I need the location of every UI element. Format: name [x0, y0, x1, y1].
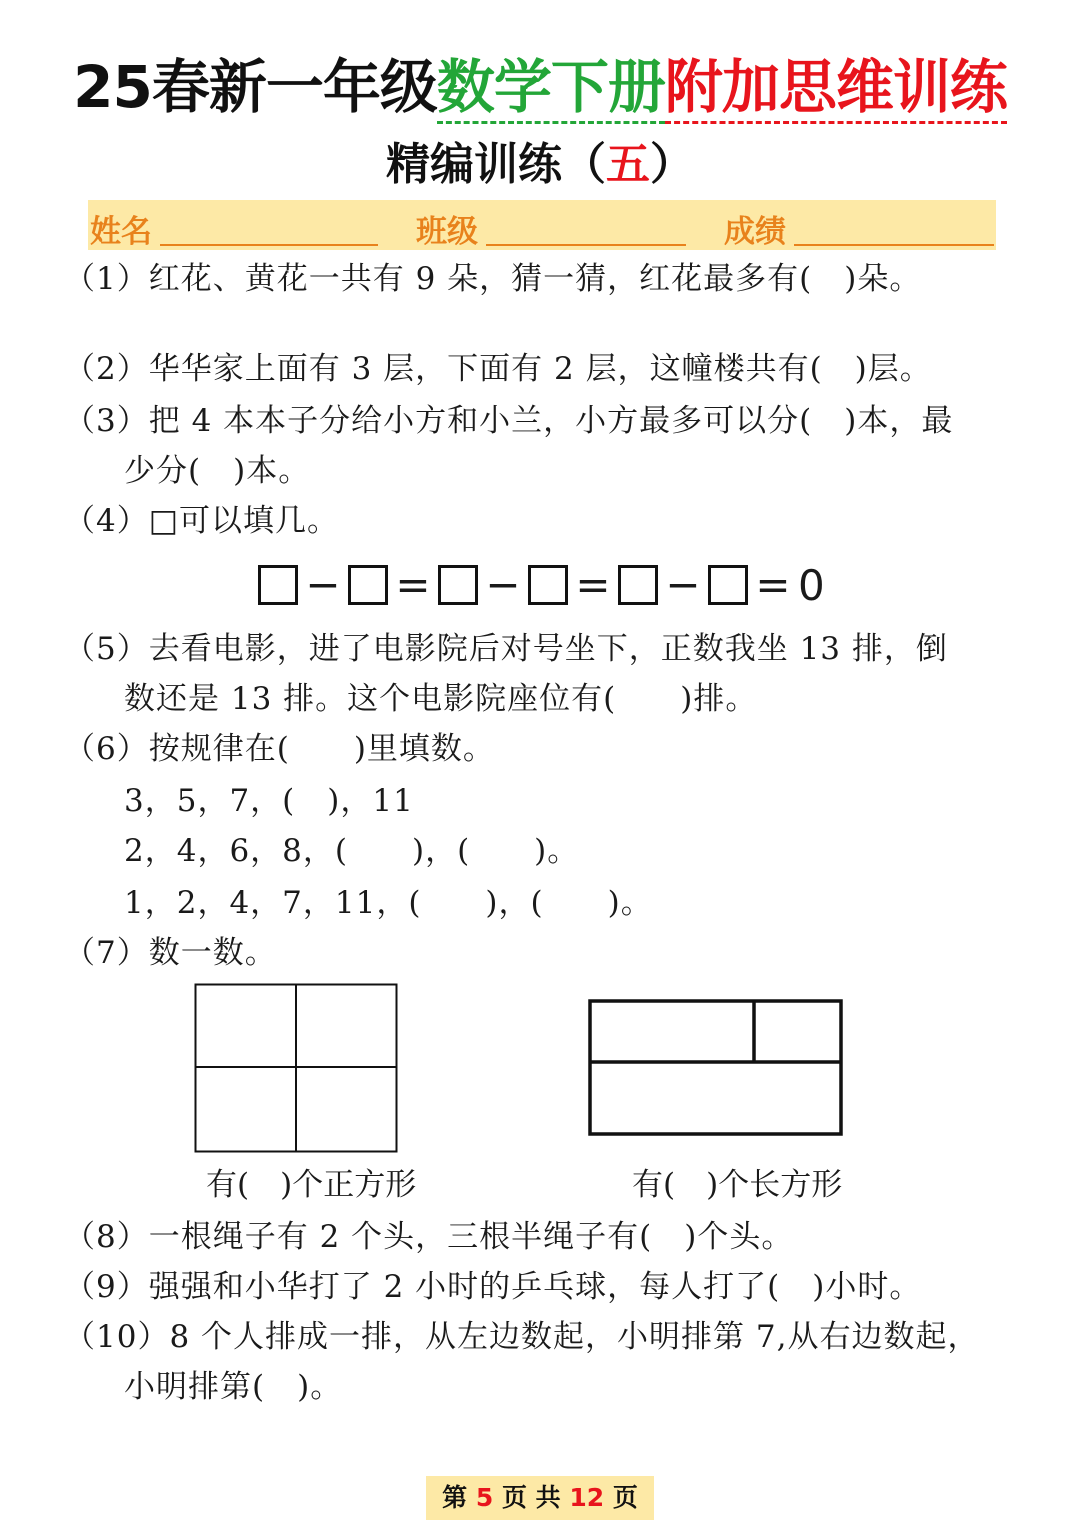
question-3-line-1: （3）把 4 本本子分给小方和小兰，小方最多可以分( )本，最: [64, 403, 954, 439]
square-grid-figure: [194, 983, 400, 1153]
box-equation: [258, 560, 825, 610]
title-part-training: 附加思维训练: [665, 53, 1007, 124]
question-8: （8）一根绳子有 2 个头，三根半绳子有( )个头。: [64, 1219, 794, 1255]
answer-box[interactable]: [438, 565, 478, 605]
page-text-prefix: 第: [442, 1483, 476, 1512]
title-part-grade: 25春新一年级: [73, 53, 437, 121]
title-part-math: 数学下册: [437, 53, 665, 124]
class-label: 班级: [416, 214, 478, 250]
equation-result: 0: [798, 560, 825, 610]
rect-outline: [590, 1001, 841, 1134]
subtitle-number: 五: [606, 139, 650, 190]
score-blank[interactable]: [794, 244, 994, 246]
minus-sign: −: [485, 560, 521, 609]
question-1: （1）红花、黄花一共有 9 朵，猜一猜，红花最多有( )朵。: [64, 261, 922, 297]
question-7: （7）数一数。: [64, 935, 277, 971]
equals-sign: =: [755, 560, 791, 609]
worksheet-subtitle: [0, 132, 1080, 198]
answer-box[interactable]: [258, 565, 298, 605]
total-pages: 12: [569, 1483, 605, 1512]
name-label: 姓名: [90, 214, 152, 250]
equals-sign: =: [395, 560, 431, 609]
rectangle-figure: [588, 999, 844, 1137]
answer-box[interactable]: [528, 565, 568, 605]
sequence-2: 2，4，6，8，( )，( )。: [124, 833, 580, 869]
subtitle-prefix: 精编训练（: [386, 139, 606, 190]
square-count-caption: 有( )个正方形: [206, 1167, 417, 1203]
question-4: （4）□可以填几。: [64, 503, 340, 539]
minus-sign: −: [665, 560, 701, 609]
question-3-line-2: 少分( )本。: [124, 453, 311, 489]
question-2: （2）华华家上面有 3 层，下面有 2 层，这幢楼共有( )层。: [64, 351, 932, 387]
answer-box[interactable]: [618, 565, 658, 605]
page-text-middle: 页 共: [493, 1483, 570, 1512]
class-blank[interactable]: [486, 244, 686, 246]
equals-sign: =: [575, 560, 611, 609]
question-10-line-2: 小明排第( )。: [124, 1369, 343, 1405]
current-page: 5: [475, 1483, 494, 1512]
question-9: （9）强强和小华打了 2 小时的乒乓球，每人打了( )小时。: [64, 1269, 922, 1305]
score-label: 成绩: [724, 214, 786, 250]
name-blank[interactable]: [160, 244, 378, 246]
answer-box[interactable]: [348, 565, 388, 605]
answer-box[interactable]: [708, 565, 748, 605]
question-5-line-2: 数还是 13 排。这个电影院座位有( )排。: [124, 681, 758, 717]
minus-sign: −: [305, 560, 341, 609]
rectangle-count-caption: 有( )个长方形: [632, 1167, 843, 1203]
sequence-3: 1，2，4，7，11，( )，( )。: [124, 885, 653, 921]
question-6: （6）按规律在( )里填数。: [64, 731, 495, 767]
student-info-band: [88, 200, 996, 250]
subtitle-suffix: ）: [650, 139, 694, 190]
question-10-line-1: （10）8 个人排成一排，从左边数起，小明排第 7,从右边数起，: [64, 1319, 980, 1355]
page-text-suffix: 页: [604, 1483, 638, 1512]
page-indicator: [426, 1476, 654, 1520]
sequence-1: 3，5，7，( )，11: [124, 783, 414, 819]
question-5-line-1: （5）去看电影，进了电影院后对号坐下，正数我坐 13 排，倒: [64, 631, 948, 667]
worksheet-title: [0, 42, 1080, 132]
